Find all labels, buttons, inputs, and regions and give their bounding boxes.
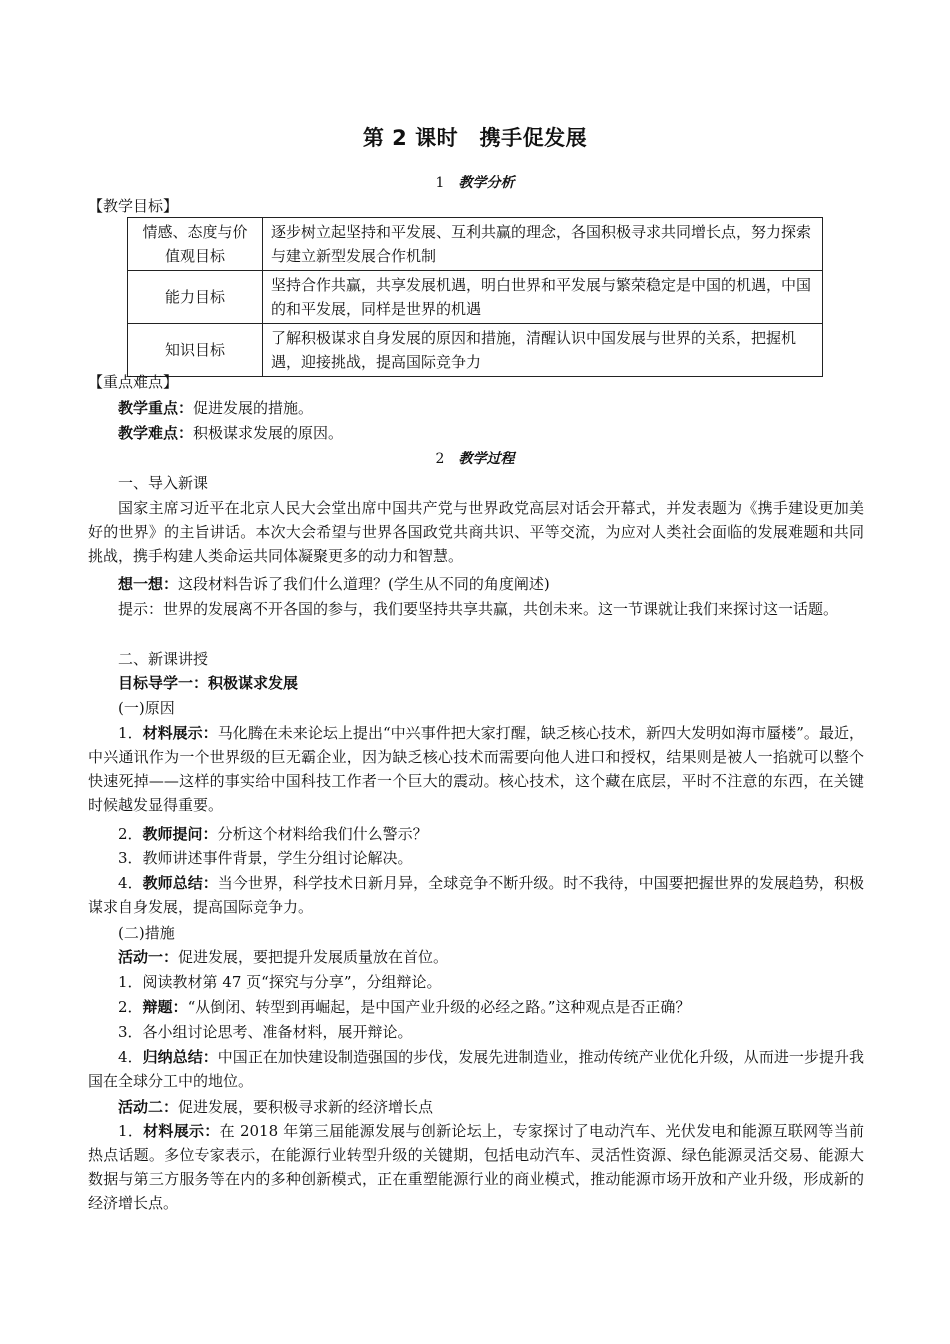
key-point-text: 促进发展的措施。: [193, 399, 314, 417]
table-row: [128, 324, 823, 377]
section-label: 教学分析: [458, 175, 515, 191]
part-heading: 二、新课讲授: [118, 650, 209, 668]
part-heading: 一、导入新课: [118, 474, 209, 492]
think-text: 这段材料告诉了我们什么道理？(学生从不同的角度阐述): [178, 575, 550, 593]
item-text: 阅读教材第 47 页“探究与分享”，分组辩论。: [142, 973, 442, 991]
item-label: 辩题：: [142, 998, 188, 1016]
list-item: [118, 846, 864, 870]
list-item: [88, 1119, 864, 1215]
section-label: 教学过程: [458, 451, 515, 467]
objective-label: 知识目标: [128, 324, 263, 377]
difficult-point-label: 教学难点：: [118, 424, 194, 442]
key-heading: 【重点难点】: [88, 373, 179, 391]
item-number: 3．: [118, 1023, 143, 1041]
item-number: 1．: [118, 1122, 144, 1140]
objective-text: 了解积极谋求自身发展的原因和措施，清醒认识中国发展与世界的关系，把握机遇，迎接挑战，提高国际竞争力: [263, 324, 823, 377]
table-row: [128, 218, 823, 271]
item-number: 2．: [118, 998, 143, 1016]
list-item: [118, 1020, 864, 1044]
hint-paragraph: 提示：世界的发展离不开各国的参与，我们要坚持共享共赢，共创未来。这一节课就让我们来探讨这一话题。: [118, 600, 839, 618]
difficult-point: [118, 421, 864, 445]
activity-text: 促进发展，要积极寻求新的经济增长点: [178, 1098, 434, 1116]
list-item: [88, 721, 864, 817]
item-number: 4．: [118, 1048, 143, 1066]
item-label: 教师总结：: [142, 874, 218, 892]
item-text: 当今世界，科学技术日新月异，全球竞争不断升级。时不我待，中国要把握世界的发展趋势，积极谋求自身发展，提高国际竞争力。: [88, 874, 864, 916]
section-heading-analysis: [0, 172, 950, 192]
item-number: 1．: [118, 973, 143, 991]
think-label: 想一想：: [118, 575, 179, 593]
objective-text: 逐步树立起坚持和平发展、互利共赢的理念，各国积极寻求共同增长点，努力探索与建立新型发展合作机制: [263, 218, 823, 271]
item-text: 中国正在加快建设制造强国的步伐，发展先进制造业，推动传统产业优化升级，从而进一步提升我国在全球分工中的地位。: [88, 1048, 864, 1090]
section-heading-process: [0, 448, 950, 468]
section-number: 1: [435, 175, 445, 191]
activity-heading: [118, 1095, 864, 1119]
list-item: [88, 871, 864, 919]
activity-heading: [118, 945, 864, 969]
objective-label: 能力目标: [128, 271, 263, 324]
item-label: 归纳总结：: [142, 1048, 218, 1066]
item-text: 在 2018 年第三届能源发展与创新论坛上，专家探讨了电动汽车、光伏发电和能源互联网等当前热点话题。多位专家表示，在能源行业转型升级的关键期，包括电动汽车、灵活性资源、绿色能源灵活交易、能源大数据与第三方服务等在内的多种创新模式，正在重塑能源行业的商业模式，推动能源市场开放和产业升级，形成新的经济增长点。: [88, 1122, 864, 1212]
objective-label: 情感、态度与价值观目标: [128, 218, 263, 271]
activity-text: 促进发展，要把提升发展质量放在首位。: [178, 948, 449, 966]
key-point-label: 教学重点：: [118, 399, 194, 417]
objectives-table: [127, 217, 823, 377]
item-label: 材料展示：: [143, 1122, 220, 1140]
goal-heading: [118, 671, 864, 695]
item-text: 各小组讨论思考、准备材料，展开辩论。: [142, 1023, 413, 1041]
list-item: [118, 822, 864, 846]
section-number: 2: [435, 451, 445, 467]
page-title: 第 2 课时 携手促发展: [362, 126, 588, 150]
item-text: 马化腾在未来论坛上提出“中兴事件把大家打醒，缺乏核心技术，新四大发明如海市蜃楼”。最近，中兴通讯作为一个世界级的巨无霸企业，因为缺乏核心技术而需要向他人进口和授权，结果则是被人一掐就可以整个快速死掉——这样的事实给中国科技工作者一个巨大的震动。核心技术，这个藏在底层，平时不注意的东西，在关键时候越发显得重要。: [88, 724, 865, 814]
item-text: “从倒闭、转型到再崛起，是中国产业升级的必经之路。”这种观点是否正确？: [187, 998, 691, 1016]
item-text: 分析这个材料给我们什么警示？: [217, 825, 428, 843]
key-point: [118, 396, 864, 420]
sub-heading: (一)原因: [118, 699, 175, 717]
item-text: 教师讲述事件背景，学生分组讨论解决。: [142, 849, 413, 867]
table-row: [128, 271, 823, 324]
goal-label: 目标导学一：积极谋求发展: [118, 674, 299, 692]
item-number: 1．: [118, 724, 143, 742]
sub-heading: (二)措施: [118, 924, 175, 942]
list-item: [88, 1045, 864, 1093]
item-label: 教师提问：: [142, 825, 218, 843]
objectives-heading: 【教学目标】: [88, 197, 179, 215]
intro-paragraph: 国家主席习近平在北京人民大会堂出席中国共产党与世界政党高层对话会开幕式，并发表题为《携手建设更加美好的世界》的主旨讲话。本次大会希望与世界各国政党共商共识、平等交流，为应对人类社会面临的发展难题和共同挑战，携手构建人类命运共同体凝聚更多的动力和智慧。: [88, 499, 864, 565]
item-number: 4．: [118, 874, 143, 892]
think-line: [118, 572, 864, 596]
item-number: 3．: [118, 849, 143, 867]
list-item: [118, 970, 864, 994]
activity-label: 活动二：: [118, 1098, 179, 1116]
difficult-point-text: 积极谋求发展的原因。: [193, 424, 344, 442]
activity-label: 活动一：: [118, 948, 179, 966]
item-label: 材料展示：: [142, 724, 218, 742]
objective-text: 坚持合作共赢，共享发展机遇，明白世界和平发展与繁荣稳定是中国的机遇，中国的和平发展，同样是世界的机遇: [263, 271, 823, 324]
item-number: 2．: [118, 825, 143, 843]
list-item: [118, 995, 864, 1019]
